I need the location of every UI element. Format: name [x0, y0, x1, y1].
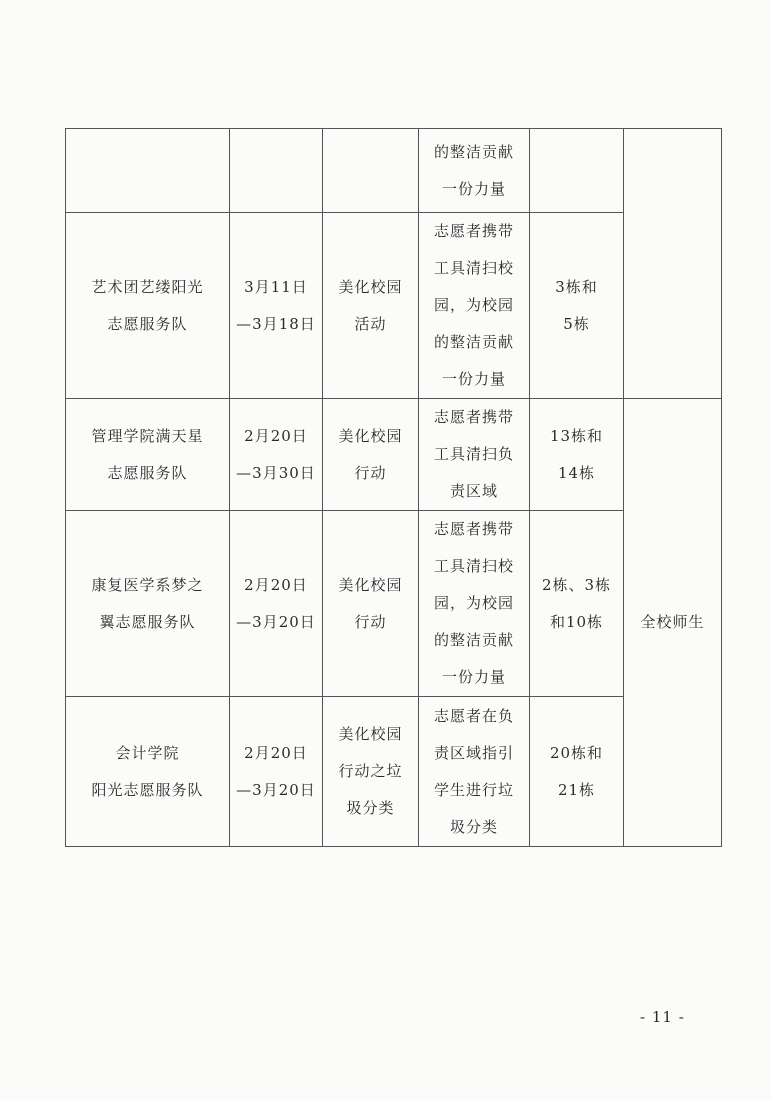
date-cell: 2月20日 —3月20日: [230, 697, 323, 847]
date-cell: 2月20日 —3月20日: [230, 511, 323, 697]
location-cell: [530, 129, 624, 213]
activity-cell: 美化校园 行动: [323, 511, 419, 697]
table-row: [66, 511, 722, 697]
activity-cell: 美化校园 活动: [323, 213, 419, 399]
table-row: [66, 129, 722, 213]
activity-cell: [323, 129, 419, 213]
team-cell: 会计学院 阳光志愿服务队: [66, 697, 230, 847]
content-cell: 志愿者携带 工具清扫负 责区域: [419, 399, 530, 511]
content-cell: 志愿者在负 责区域指引 学生进行垃 圾分类: [419, 697, 530, 847]
location-cell: 13栋和 14栋: [530, 399, 624, 511]
audience-cell: 全校师生: [624, 399, 722, 847]
date-cell: [230, 129, 323, 213]
table-row: [66, 213, 722, 399]
location-cell: 3栋和 5栋: [530, 213, 624, 399]
activity-cell: 美化校园 行动: [323, 399, 419, 511]
content-cell: 志愿者携带 工具清扫校 园，为校园 的整洁贡献 一份力量: [419, 213, 530, 399]
audience-cell-empty: [624, 129, 722, 399]
location-cell: 2栋、3栋 和10栋: [530, 511, 624, 697]
content-cell: 志愿者携带 工具清扫校 园，为校园 的整洁贡献 一份力量: [419, 511, 530, 697]
activity-cell: 美化校园 行动之垃 圾分类: [323, 697, 419, 847]
date-cell: 2月20日 —3月30日: [230, 399, 323, 511]
team-cell: [66, 129, 230, 213]
content-cell: 的整洁贡献 一份力量: [419, 129, 530, 213]
team-cell: 康复医学系梦之 翼志愿服务队: [66, 511, 230, 697]
team-cell: 管理学院满天星 志愿服务队: [66, 399, 230, 511]
activity-table: [65, 128, 722, 847]
date-cell: 3月11日 —3月18日: [230, 213, 323, 399]
location-cell: 20栋和 21栋: [530, 697, 624, 847]
table-row: [66, 697, 722, 847]
page-number: - 11 -: [640, 1008, 685, 1026]
team-cell: 艺术团艺缕阳光 志愿服务队: [66, 213, 230, 399]
table-row: [66, 399, 722, 511]
